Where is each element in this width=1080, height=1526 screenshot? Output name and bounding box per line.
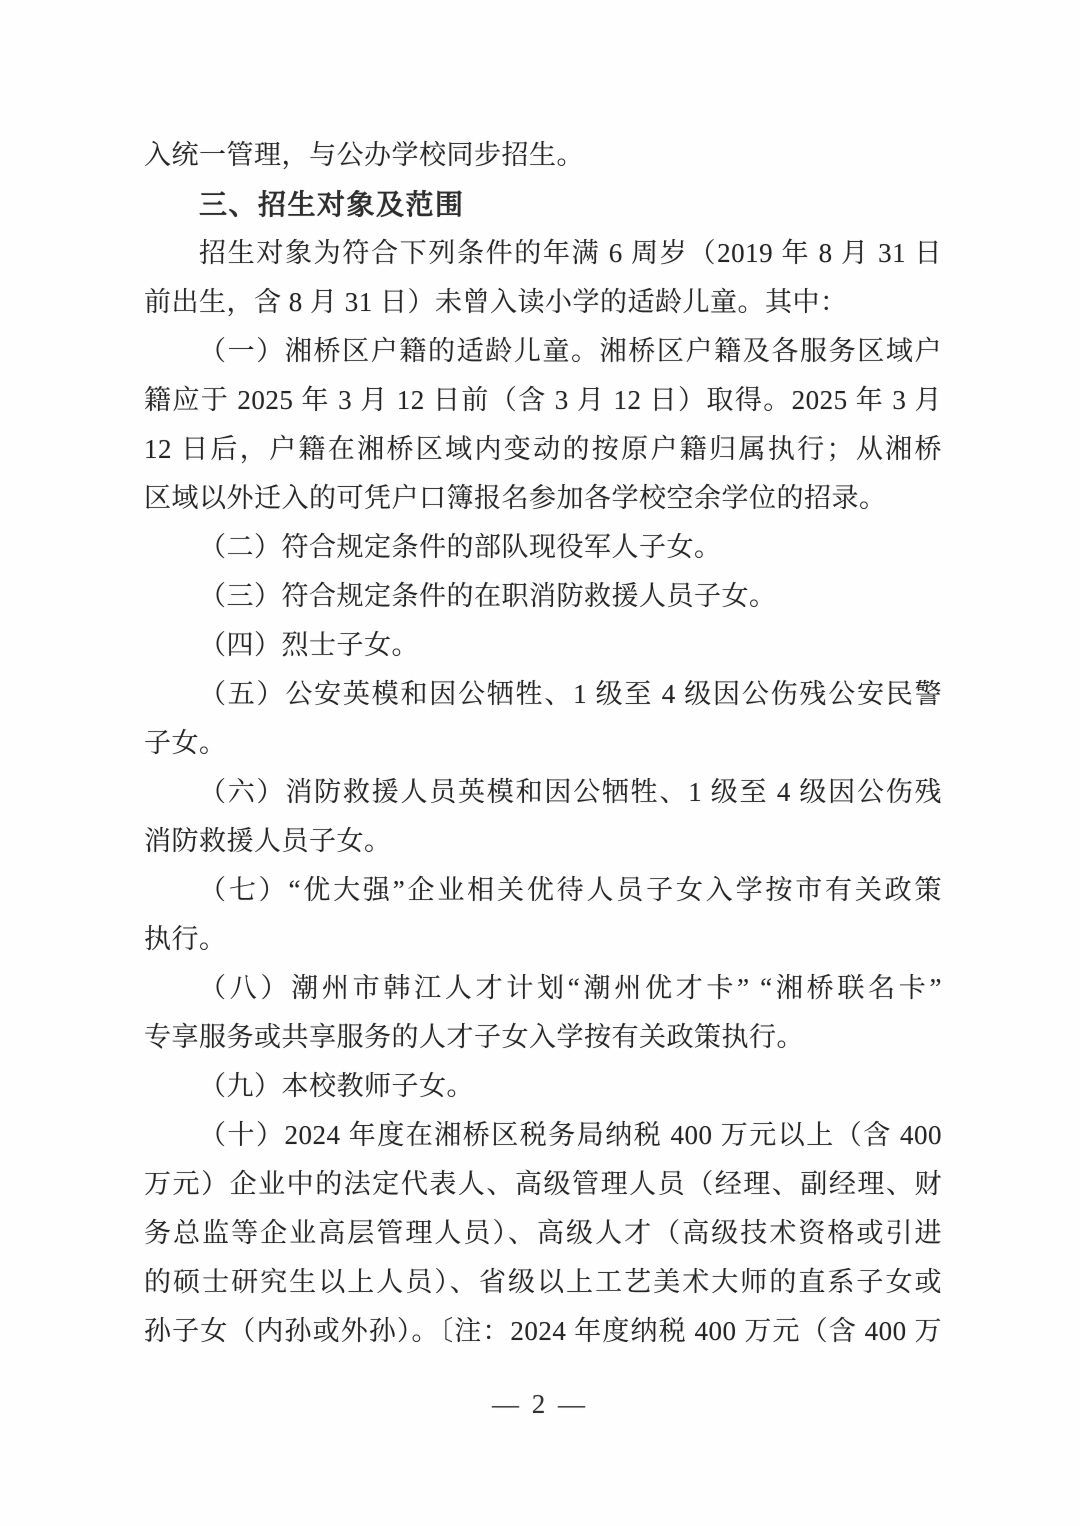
document-line: （四）烈士子女。 bbox=[199, 630, 419, 660]
document-line: 入统一管理，与公办学校同步招生。 bbox=[144, 140, 584, 170]
document-line: 区域以外迁入的可凭户口簿报名参加各学校空余学位的招录。 bbox=[144, 483, 887, 513]
document-line: （三）符合规定条件的在职消防救援人员子女。 bbox=[199, 581, 777, 611]
document-line: （七）“优大强”企业相关优待人员子女入学按市有关政策 bbox=[199, 875, 942, 905]
document-line: 执行。 bbox=[144, 924, 227, 954]
document-line: （一）湘桥区户籍的适龄儿童。湘桥区户籍及各服务区域户 bbox=[199, 336, 942, 366]
document-line: （二）符合规定条件的部队现役军人子女。 bbox=[199, 532, 722, 562]
page-number: — 2 — bbox=[492, 1389, 588, 1419]
document-line: 消防救援人员子女。 bbox=[144, 826, 392, 856]
document-line: 孙子女（内孙或外孙）。〔注：2024 年度纳税 400 万元（含 400 万 bbox=[144, 1316, 942, 1346]
document-line: 子女。 bbox=[144, 728, 227, 758]
document-line: 前出生，含 8 月 31 日）未曾入读小学的适龄儿童。其中： bbox=[144, 287, 848, 317]
document-line: （六）消防救援人员英模和因公牺牲、1 级至 4 级因公伤残 bbox=[199, 777, 942, 807]
document-line: 12 日后，户籍在湘桥区域内变动的按原户籍归属执行；从湘桥 bbox=[144, 434, 942, 464]
document-line: （九）本校教师子女。 bbox=[199, 1071, 474, 1101]
document-line: 籍应于 2025 年 3 月 12 日前（含 3 月 12 日）取得。2025 年 3 月 bbox=[144, 385, 942, 415]
document-line: 的硕士研究生以上人员）、省级以上工艺美术大师的直系子女或 bbox=[144, 1267, 942, 1297]
document-line: 招生对象为符合下列条件的年满 6 周岁（2019 年 8 月 31 日 bbox=[199, 238, 942, 268]
document-line: （十）2024 年度在湘桥区税务局纳税 400 万元以上（含 400 bbox=[199, 1120, 942, 1150]
document-line: （八）潮州市韩江人才计划“潮州优才卡” “湘桥联名卡” bbox=[199, 973, 942, 1003]
document-line: （五）公安英模和因公牺牲、1 级至 4 级因公伤残公安民警 bbox=[199, 679, 942, 709]
document-line: 专享服务或共享服务的人才子女入学按有关政策执行。 bbox=[144, 1022, 804, 1052]
document-line: 务总监等企业高层管理人员）、高级人才（高级技术资格或引进 bbox=[144, 1218, 942, 1248]
section-heading: 三、招生对象及范围 bbox=[199, 189, 465, 220]
document-line: 万元）企业中的法定代表人、高级管理人员（经理、副经理、财 bbox=[144, 1169, 942, 1199]
document-body bbox=[144, 131, 942, 1356]
